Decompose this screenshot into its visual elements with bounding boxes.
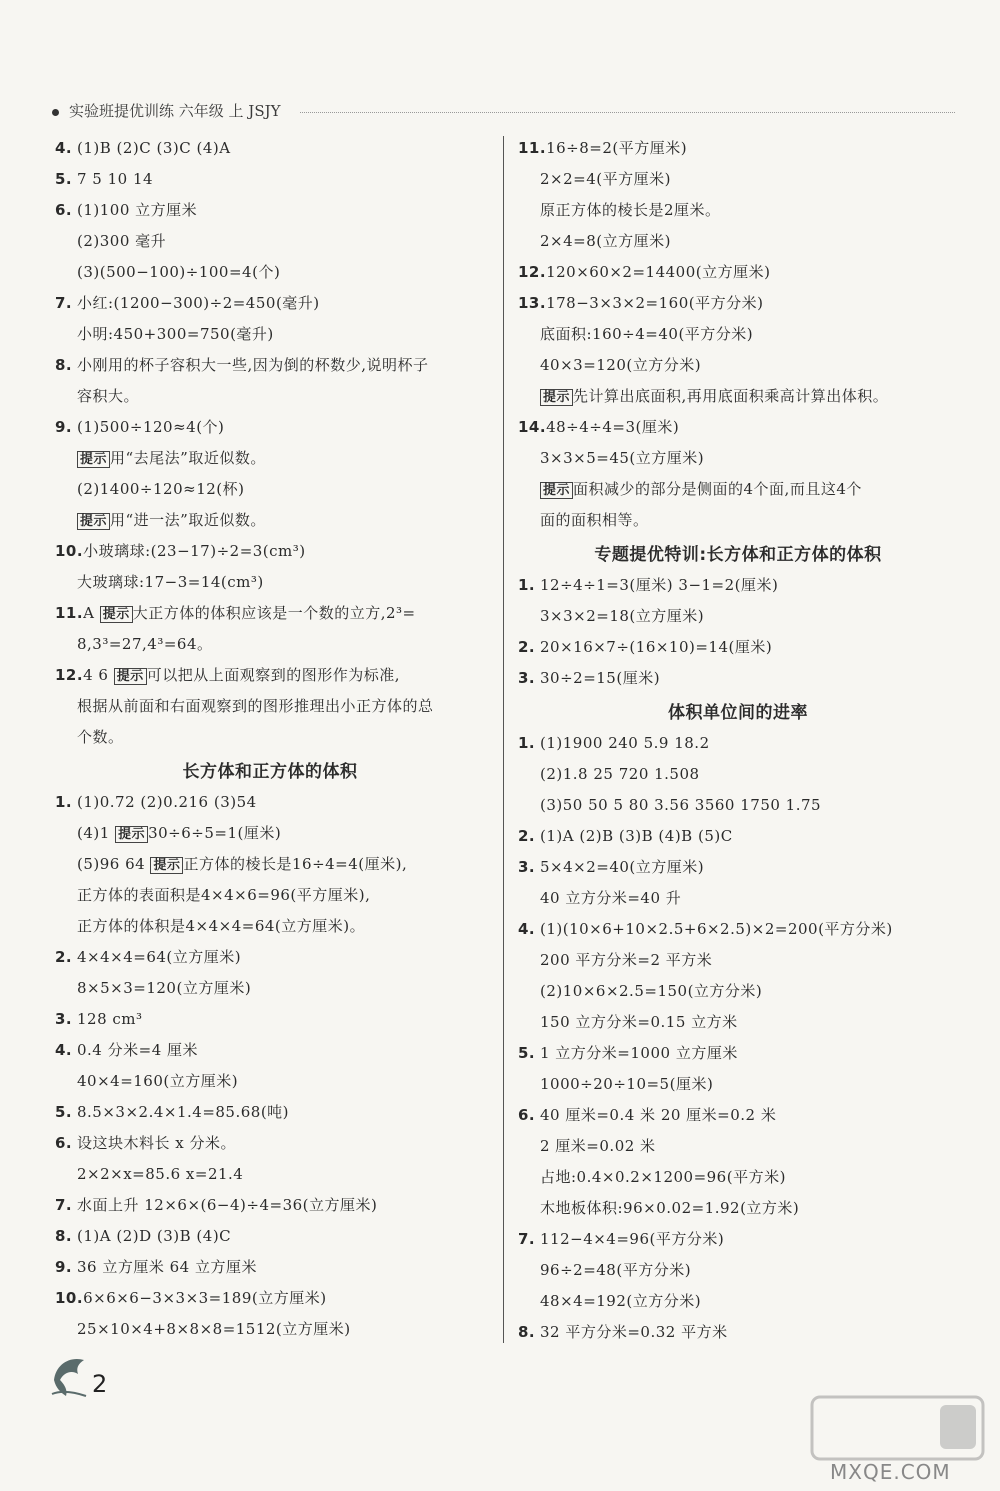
answer-text: (2)300 毫升 [77,232,167,250]
answer-line [518,759,958,790]
left-column [55,133,485,1345]
answer-line [518,412,958,443]
answer-text: 200 平方分米=2 平方米 [540,951,713,969]
answer-text: 0.4 分米=4 厘米 [77,1041,199,1059]
answer-text: 7 5 10 14 [77,170,154,188]
question-number: 10. [55,1289,84,1307]
answer-line [55,787,485,818]
answer-text: 1 立方分米=1000 立方厘米 [540,1044,738,1062]
answer-text: 48×4=192(立方分米) [540,1292,702,1310]
column-divider [503,136,504,1343]
answer-line [55,164,485,195]
question-number: 9. [55,1258,73,1276]
question-number: 1. [518,734,536,752]
answer-prefix: 4 6 [83,666,114,684]
question-number: 7. [55,1196,73,1214]
answer-line [55,629,485,660]
answer-text: 8.5×3×2.4×1.4=85.68(吨) [77,1103,290,1121]
answer-line [55,443,485,474]
hint-label: 提示 [114,668,147,685]
answer-text: 正方体的体积是4×4×4=64(立方厘米)。 [77,917,366,935]
answer-line [518,570,958,601]
answer-text: 小红:(1200−300)÷2=450(毫升) [77,294,320,312]
dolphin-icon [48,1350,90,1400]
answer-text: (1)B (2)C (3)C (4)A [77,139,231,157]
answer-line [55,474,485,505]
answer-text: 小明:450+300=750(毫升) [77,325,274,343]
question-number: 3. [518,669,536,687]
answer-line [518,1038,958,1069]
question-number: 12. [55,666,84,684]
answer-line [518,728,958,759]
answer-text: 40 立方分米=40 升 [540,889,682,907]
hint-label: 提示 [77,451,110,468]
answer-text: (1)(10×6+10×2.5+6×2.5)×2=200(平方分米) [540,920,893,938]
answer-line [55,1221,485,1252]
answer-text: 40×4=160(立方厘米) [77,1072,239,1090]
question-number: 9. [55,418,73,436]
answer-line [55,1097,485,1128]
answer-text: (3)50 50 5 80 3.56 3560 1750 1.75 [540,796,822,814]
answer-text: 正方体的表面积是4×4×6=96(平方厘米), [77,886,371,904]
answer-line [55,942,485,973]
answer-text: (1)0.72 (2)0.216 (3)54 [77,793,257,811]
answer-line [55,505,485,536]
question-number: 10. [55,542,84,560]
question-number: 6. [518,1106,536,1124]
answer-text: (1)500÷120≈4(个) [77,418,225,436]
answer-line [55,1004,485,1035]
answer-line [55,226,485,257]
answer-text: 面积减少的部分是侧面的4个面,而且这4个 [573,480,862,498]
answer-line [55,1066,485,1097]
answer-text: 用“去尾法”取近似数。 [110,449,266,467]
answer-line [55,1190,485,1221]
question-number: 8. [55,1227,73,1245]
answer-text: 个数。 [77,728,124,746]
answer-text: 大玻璃球:17−3=14(cm³) [77,573,264,591]
answer-text: 30÷2=15(厘米) [540,669,661,687]
question-number: 12. [518,263,547,281]
question-number: 8. [55,356,73,374]
answer-text: 水面上升 12×6×(6−4)÷4=36(立方厘米) [77,1196,378,1214]
answer-line [518,257,958,288]
answer-text: 8,3³=27,4³=64。 [77,635,213,653]
answer-line [518,226,958,257]
answer-text: 36 立方厘米 64 立方厘米 [77,1258,257,1276]
answer-line [518,1100,958,1131]
answer-line [518,883,958,914]
question-number: 11. [55,604,84,622]
answer-text: (1)1900 240 5.9 18.2 [540,734,710,752]
answer-text: (1)A (2)D (3)B (4)C [77,1227,232,1245]
answer-text: 4×4×4=64(立方厘米) [77,948,242,966]
answer-text: 正方体的棱长是16÷4=4(厘米), [183,855,408,873]
answer-text: (2)1.8 25 720 1.508 [540,765,700,783]
hint-label: 提示 [115,826,148,843]
answer-line [55,1314,485,1345]
answer-text: 25×10×4+8×8×8=1512(立方厘米) [77,1320,351,1338]
page-number: 2 [92,1370,108,1398]
answer-line [55,257,485,288]
question-number: 8. [518,1323,536,1341]
question-number: 5. [55,1103,73,1121]
question-number: 13. [518,294,547,312]
question-number: 14. [518,418,547,436]
answer-text: 小玻璃球:(23−17)÷2=3(cm³) [83,542,306,560]
right-column [518,133,958,1348]
watermark-text: MXQE.COM [830,1460,951,1484]
answer-text: 设这块木料长 x 分米。 [77,1134,236,1152]
answer-line [518,663,958,694]
answer-line [518,821,958,852]
answer-text: 1000÷20÷10=5(厘米) [540,1075,714,1093]
question-number: 11. [518,139,547,157]
question-number: 4. [55,1041,73,1059]
answer-line [55,567,485,598]
answer-text: 小刚用的杯子容积大一些,因为倒的杯数少,说明杯子 [77,356,429,374]
answer-text: 128 cm³ [77,1010,143,1028]
answer-line [55,849,485,880]
question-number: 1. [518,576,536,594]
answer-prefix: (5)96 64 [77,855,151,873]
question-number: 7. [518,1230,536,1248]
answer-text: 30÷6÷5=1(厘米) [148,824,282,842]
answer-line [55,722,485,753]
question-number: 6. [55,1134,73,1152]
answer-line [55,381,485,412]
header-title: 实验班提优训练 六年级 上 JSJY [69,102,281,120]
answer-line [518,164,958,195]
question-number: 4. [55,139,73,157]
answer-line [518,474,958,505]
answer-line [518,350,958,381]
answer-line [55,691,485,722]
question-number: 1. [55,793,73,811]
question-number: 5. [518,1044,536,1062]
answer-line [518,1255,958,1286]
question-number: 6. [55,201,73,219]
answer-line [518,1131,958,1162]
answer-text: 大正方体的体积应该是一个数的立方,2³= [132,604,416,622]
answer-text: 2×2=4(平方厘米) [540,170,671,188]
answer-line [518,288,958,319]
answer-text: 96÷2=48(平方分米) [540,1261,692,1279]
answer-text: 5×4×2=40(立方厘米) [540,858,705,876]
answer-line [518,443,958,474]
answer-text: 20×16×7÷(16×10)=14(厘米) [540,638,773,656]
answer-text: 40 厘米=0.4 米 20 厘米=0.2 米 [540,1106,777,1124]
answer-line [55,1252,485,1283]
answer-line [518,1007,958,1038]
header-rule [300,112,955,113]
section-heading: 专题提优特训:长方体和正方体的体积 [594,545,882,565]
hint-label: 提示 [150,857,183,874]
answer-text: 6×6×6−3×3×3=189(立方厘米) [83,1289,327,1307]
answer-text: 可以把从上面观察到的图形作为标准, [146,666,400,684]
answer-line [518,945,958,976]
answer-text: 120×60×2=14400(立方厘米) [546,263,771,281]
answer-text: 占地:0.4×0.2×1200=96(平方米) [540,1168,786,1186]
question-number: 2. [518,638,536,656]
answer-text: (2)10×6×2.5=150(立方分米) [540,982,763,1000]
answer-text: 2×2×x=85.6 x=21.4 [77,1165,244,1183]
hint-label: 提示 [100,606,133,623]
answer-line [518,381,958,412]
answer-text: 40×3=120(立方分米) [540,356,702,374]
answer-line [55,818,485,849]
answer-line [518,632,958,663]
answer-line [518,976,958,1007]
answer-prefix: A [83,604,100,622]
question-number: 7. [55,294,73,312]
answer-line [55,880,485,911]
question-number: 5. [55,170,73,188]
answer-line [55,133,485,164]
answer-line [55,973,485,1004]
hint-label: 提示 [77,513,110,530]
answer-line [55,350,485,381]
answer-line [55,598,485,629]
answer-text: 根据从前面和右面观察到的图形推理出小正方体的总 [77,697,434,715]
question-number: 3. [518,858,536,876]
answer-line [55,660,485,691]
answer-text: 木地板体积:96×0.02=1.92(立方米) [540,1199,800,1217]
answer-text: 48÷4÷4=3(厘米) [546,418,680,436]
answer-line [518,505,958,536]
answer-line [55,319,485,350]
answer-line [518,195,958,226]
answer-line [518,1069,958,1100]
answer-text: 16÷8=2(平方厘米) [546,139,688,157]
answer-prefix: (4)1 [77,824,116,842]
answer-text: 原正方体的棱长是2厘米。 [540,201,721,219]
answer-text: (1)100 立方厘米 [77,201,198,219]
answer-text: (1)A (2)B (3)B (4)B (5)C [540,827,733,845]
answer-text: 底面积:160÷4=40(平方分米) [540,325,754,343]
answer-line [518,1162,958,1193]
hint-label: 提示 [540,482,573,499]
section-heading: 体积单位间的进率 [668,703,808,723]
hint-label: 提示 [540,389,573,406]
section-heading: 长方体和正方体的体积 [182,762,358,782]
answer-line [55,1035,485,1066]
answer-line [55,288,485,319]
answer-line [518,914,958,945]
answer-line [518,133,958,164]
question-number: 3. [55,1010,73,1028]
answer-line [55,1128,485,1159]
question-number: 2. [55,948,73,966]
answer-line [55,412,485,443]
answer-text: 8×5×3=120(立方厘米) [77,979,252,997]
answer-text: 面的面积相等。 [540,511,649,529]
answer-text: 112−4×4=96(平方分米) [540,1230,725,1248]
answer-text: 容积大。 [77,387,140,405]
answer-line [518,1317,958,1348]
answer-text: 178−3×3×2=160(平方分米) [546,294,764,312]
answer-line [55,195,485,226]
question-number: 2. [518,827,536,845]
answer-text: 2×4=8(立方厘米) [540,232,671,250]
question-number: 4. [518,920,536,938]
answer-line [55,1283,485,1314]
answer-line [518,1224,958,1255]
answer-text: (2)1400÷120≈12(杯) [77,480,245,498]
answer-line [518,319,958,350]
answer-text: 2 厘米=0.02 米 [540,1137,656,1155]
answer-line [518,1193,958,1224]
answer-text: 3×3×2=18(立方厘米) [540,607,705,625]
answer-line [518,1286,958,1317]
answer-line [518,852,958,883]
answer-line [55,536,485,567]
answer-line [55,1159,485,1190]
answer-text: 用“进一法”取近似数。 [110,511,266,529]
answer-line [518,790,958,821]
answer-text: 3×3×5=45(立方厘米) [540,449,705,467]
answer-text: 150 立方分米=0.15 立方米 [540,1013,738,1031]
answer-line [518,601,958,632]
answer-text: 12÷4÷1=3(厘米) 3−1=2(厘米) [540,576,779,594]
answer-text: 先计算出底面积,再用底面积乘高计算出体积。 [573,387,889,405]
answer-text: (3)(500−100)÷100=4(个) [77,263,281,281]
answer-line [55,911,485,942]
bullet-icon [52,109,59,116]
answer-text: 32 平方分米=0.32 平方米 [540,1323,728,1341]
page-header [52,100,281,121]
